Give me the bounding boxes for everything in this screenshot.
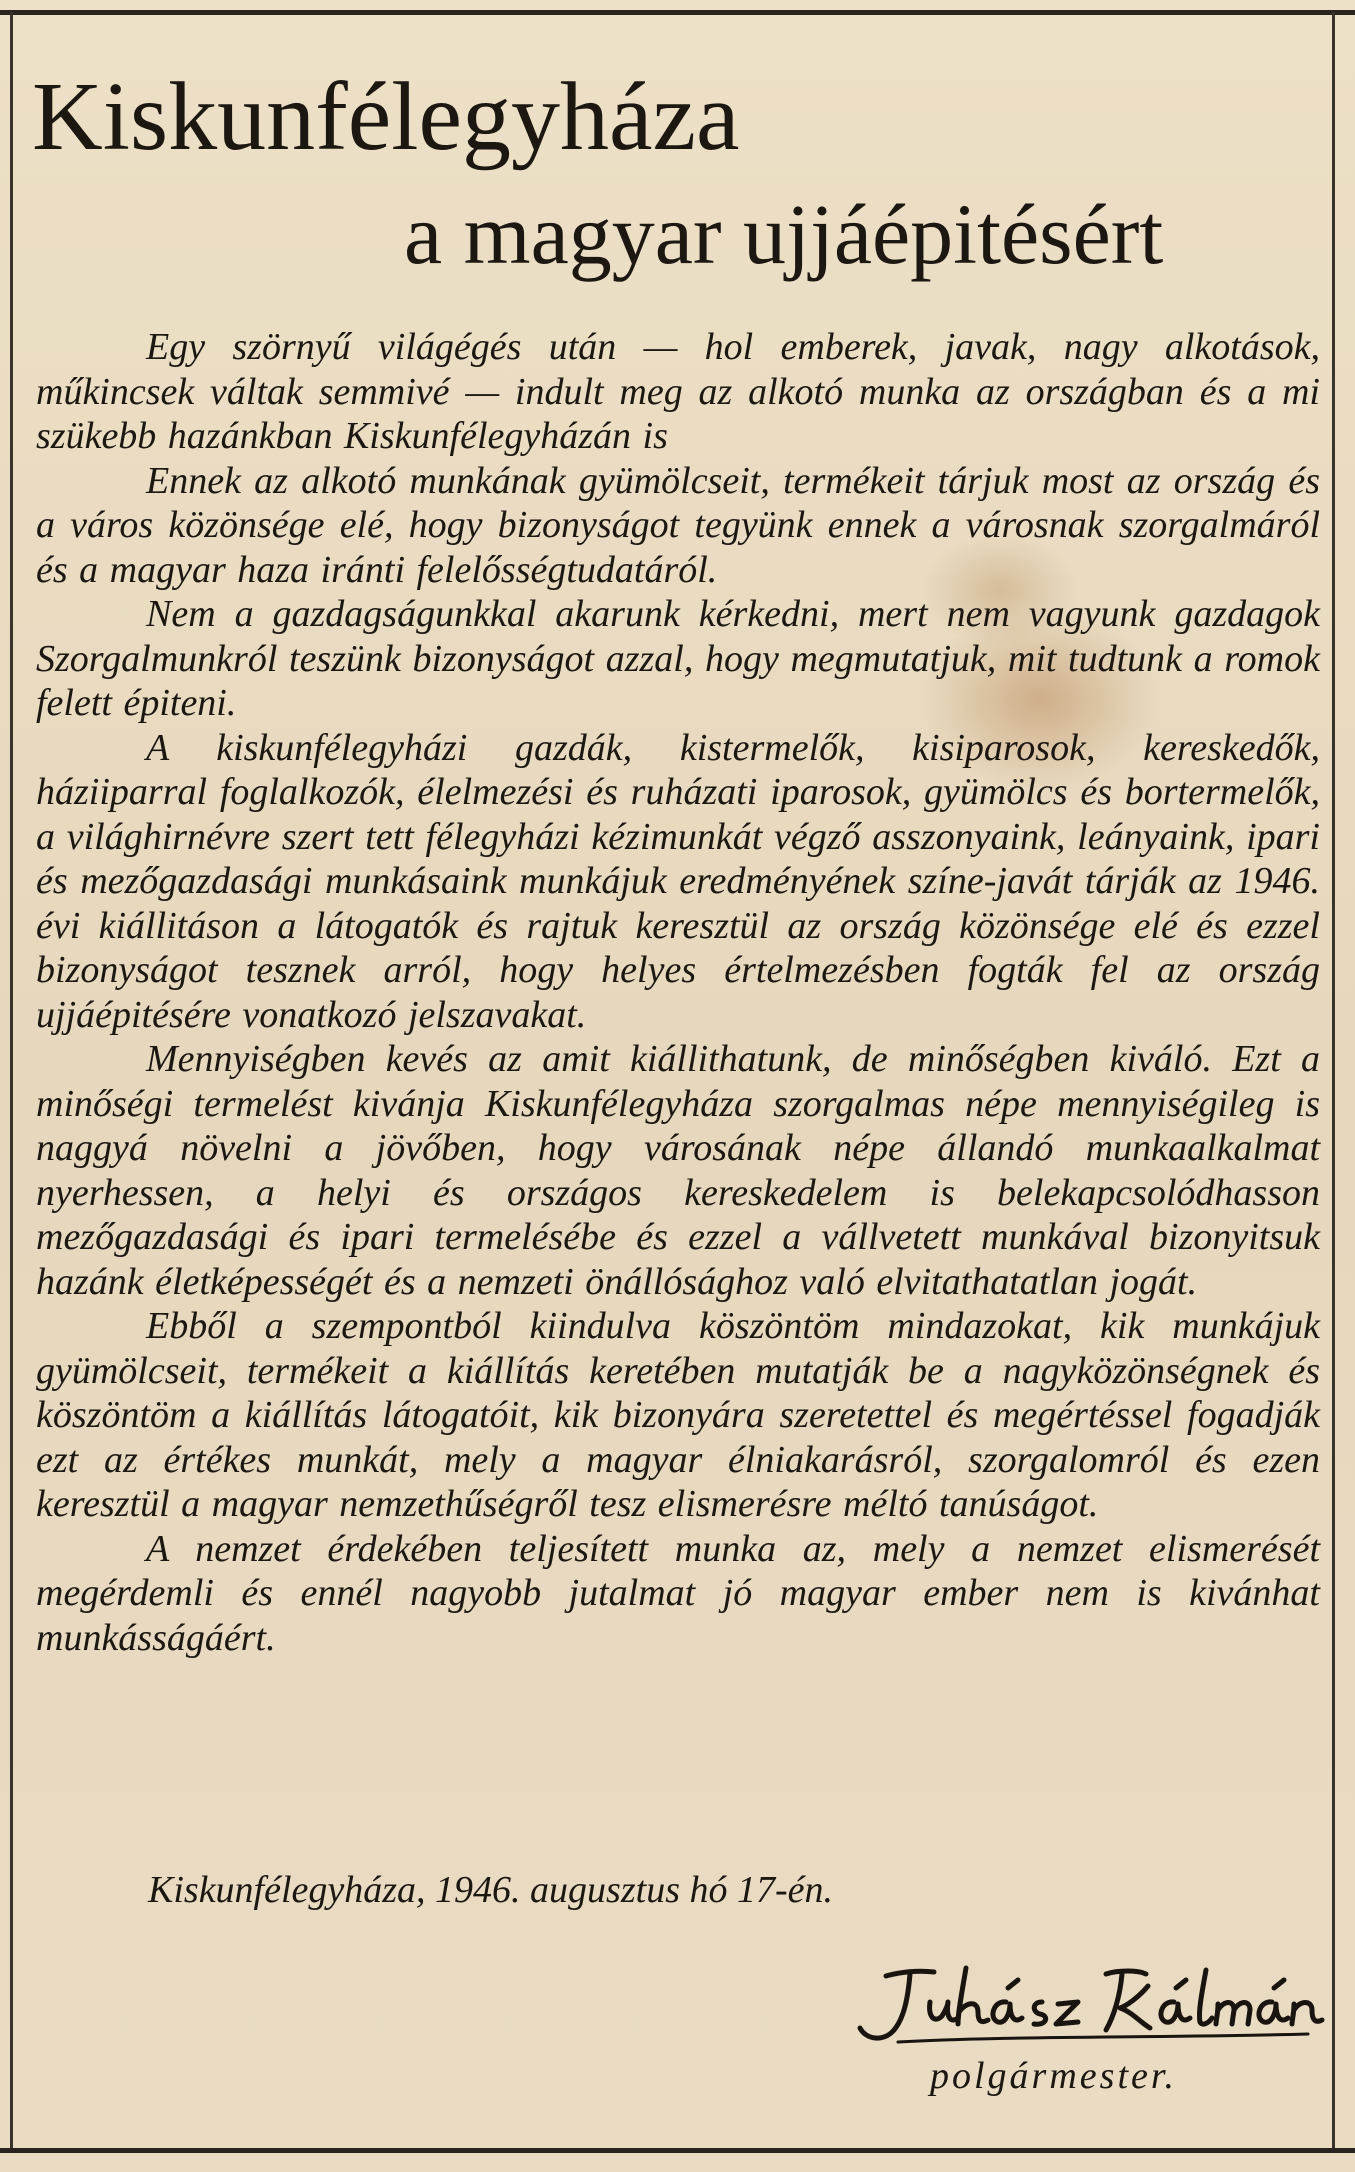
paragraph-1: Egy szörnyű világégés után — hol emberek, javak, nagy alkotások, műkincsek váltak semmivé — indult meg az alkotó munka az országban és a mi szükebb hazánkban Kiskunfélegyházán is [36,326,1320,457]
headline-line-2: a magyar ujjáépitésért [404,186,1164,282]
bottom-rule [0,2148,1355,2153]
headline-line-1: Kiskunfélegyháza [32,63,740,171]
paragraph-3: Nem a gazdagságunkkal akarunk kérkedni, mert nem vagyunk gazdagok Szorgalmunkról teszünk bizonyságot azzal, hogy megmutatjuk, mit tudtunk a romok felett épiteni. [36,593,1320,724]
top-rule [0,10,1355,15]
article-body [36,325,1320,1660]
right-border [1332,12,1335,2152]
left-border [10,12,13,2152]
paragraph-7: A nemzet érdekében teljesített munka az, mely a nemzet elismerését megérdemli és ennél nagyobb jutalmat jó magyar ember nem is kivánhat munkásságáért. [36,1527,1320,1659]
paragraph-5: Mennyiségben kevés az amit kiállithatunk, de minőségben kiváló. Ezt a minőségi termelést kivánja Kiskunfélegyháza szorgalmas népe mennyiségileg is naggyá növelni a jövőben, hogy városának népe állandó munkaalkalmat nyerhessen, a helyi és országos kereskedelem is belekapcsolódhasson mezőgazdasági és ipari termelésébe és ezzel a vállvetett munkával bizonyitsuk hazánk életképességét és a nemzeti önállósághoz való elvitathatatlan jogát. [36,1038,1320,1303]
paragraph-4: A kiskunfélegyházi gazdák, kistermelők, kisiparosok, kereskedők, háziiparral foglalkozók, élelmezési és ruházati iparosok, gyümölcs és bortermelők, a világhirnévre szert tett félegyházi kézimunkát végző asszonyaink, leányaink, ipari és mezőgazdasági munkásaink munkájuk eredményének színe-javát tárják az 1946. évi kiállitáson a látogatók és rajtuk keresztül az ország közönsége elé és ezzel bizonyságot tesznek arról, hogy helyes értelmezésben fogták fel az ország ujjáépitésére vonatkozó jelszavakat. [36,726,1320,1036]
dateline: Kiskunfélegyháza, 1946. augusztus hó 17-én. [148,1869,834,1911]
paragraph-2: Ennek az alkotó munkának gyümölcseit, termékeit tárjuk most az ország és a város közönsége elé, hogy bizonyságot tegyünk ennek a városnak szorgalmáról és a magyar haza iránti felelősségtudatáról. [36,459,1320,591]
paragraph-6: Ebből a szempontból kiindulva köszöntöm mindazokat, kik munkájuk gyümölcseit, termékeit a kiállítás keretében mutatják be a nagyközönségnek és köszöntöm a kiállítás látogatóit, kik bizonyára szeretettel és megértéssel fogadják ezt az értékes munkát, mely a magyar élniakarásról, szorgalomról és ezen keresztül a magyar nemzethűségről tesz elismerésre méltó tanúságot. [36,1305,1320,1525]
handwritten-signature [838,1958,1328,2058]
signature-title: polgármester. [930,2055,1177,2097]
